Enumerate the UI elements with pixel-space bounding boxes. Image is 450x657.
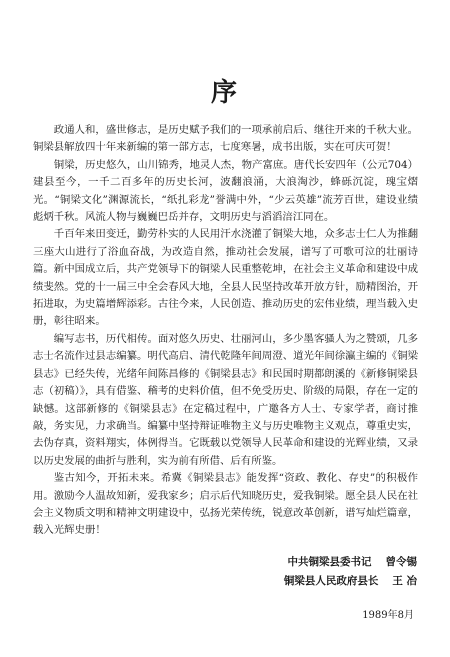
paragraph-1: 政通人和，盛世修志，是历史赋予我们的一项承前启后、继往开来的千秋大业。铜梁县解放四十年来新编的第一部方志，七度寒暑，成书出版，实在可庆可贺！ bbox=[33, 124, 418, 154]
signatory-title: 中共铜梁县委书记 bbox=[287, 556, 372, 568]
paragraph-2: 铜梁，历史悠久，山川锦秀，地灵人杰，物产富庶。唐代长安四年（公元704）建县至今，一千二百多年的历史长河，波翻浪涌，大浪淘沙，蜂砾沉淀，瑰宝熠光。“铜梁文化”渊源流长，“纸扎彩龙”誉满中外，“少云英雄”流芳百世，建设业绩彪炳千秋。风流人物与巍巍巴岳并存，文明历史与滔滔涪江同在。 bbox=[33, 158, 418, 224]
signatory-title: 铜梁县人民政府县长 bbox=[283, 575, 379, 587]
signatory-name: 曾令锡 bbox=[385, 556, 417, 568]
document-title: 序 bbox=[210, 78, 239, 108]
paragraph-3: 千百年来田变迁，勤劳朴实的人民用汗水浇灌了铜梁大地，众多志士仁人为推翻三座大山进行了浴血奋战，为改造自然，推动社会发展，谱写了可歌可泣的壮丽诗篇。新中国成立后，共产党领导下的铜梁人民重整乾坤，在社会主义革命和建设中成绩斐然。党的十一届三中全会春风大地，全县人民坚持改革开放方针，励精图治，开拓进取，为史篇增辉添彩。古往今来，人民创造、推动历史的宏伟业绩，理当载入史册，彰往昭来。 bbox=[33, 228, 418, 328]
signature-line-2 bbox=[157, 572, 417, 591]
signature-line-1 bbox=[157, 553, 417, 572]
document-date: 1989年8月 bbox=[362, 610, 414, 621]
paragraph-5: 鉴古知今，开拓未来。希冀《铜梁县志》能发挥“资政、教化、存史”的积极作用。激励今人温故知新，爱我家乡；启示后代知晓历史，爱我铜梁。愿全县人民在社会主义物质文明和精神文明建设中，弘扬光荣传统，锐意改革创新，谱写灿烂篇章，载入光辉史册！ bbox=[33, 472, 418, 537]
document-body bbox=[33, 122, 418, 540]
signature-block bbox=[157, 553, 417, 591]
paragraph-4: 编写志书，历代相传。面对悠久历史、壮丽河山，多少墨客骚人为之赞颂，几多志士名流作过县志编纂。明代高启、清代乾隆年间周澄、道光年间徐瀛主编的《铜梁县志》已经失传，光绪年间陈昌修的《铜梁县志》和民国时期都朗溪的《新修铜梁县志（初稿）》，具有借鉴、稽考的史料价值，但不免受历史、阶级的局限，存在一定的缺憾。这部新修的《铜梁县志》在定稿过程中，广邀各方人士、专家学者，商讨推敲，务实见，力求确当。编纂中坚持辩证唯物主义与历史唯物主义观点，尊重史实，去伪存真，资料翔实，体例得当。它既载以党领导人民革命和建设的光辉业绩，又录以历史发展的曲折与胜利，实为前有所借、后有所鉴。 bbox=[33, 332, 418, 467]
signatory-name: 王 冶 bbox=[392, 575, 417, 587]
